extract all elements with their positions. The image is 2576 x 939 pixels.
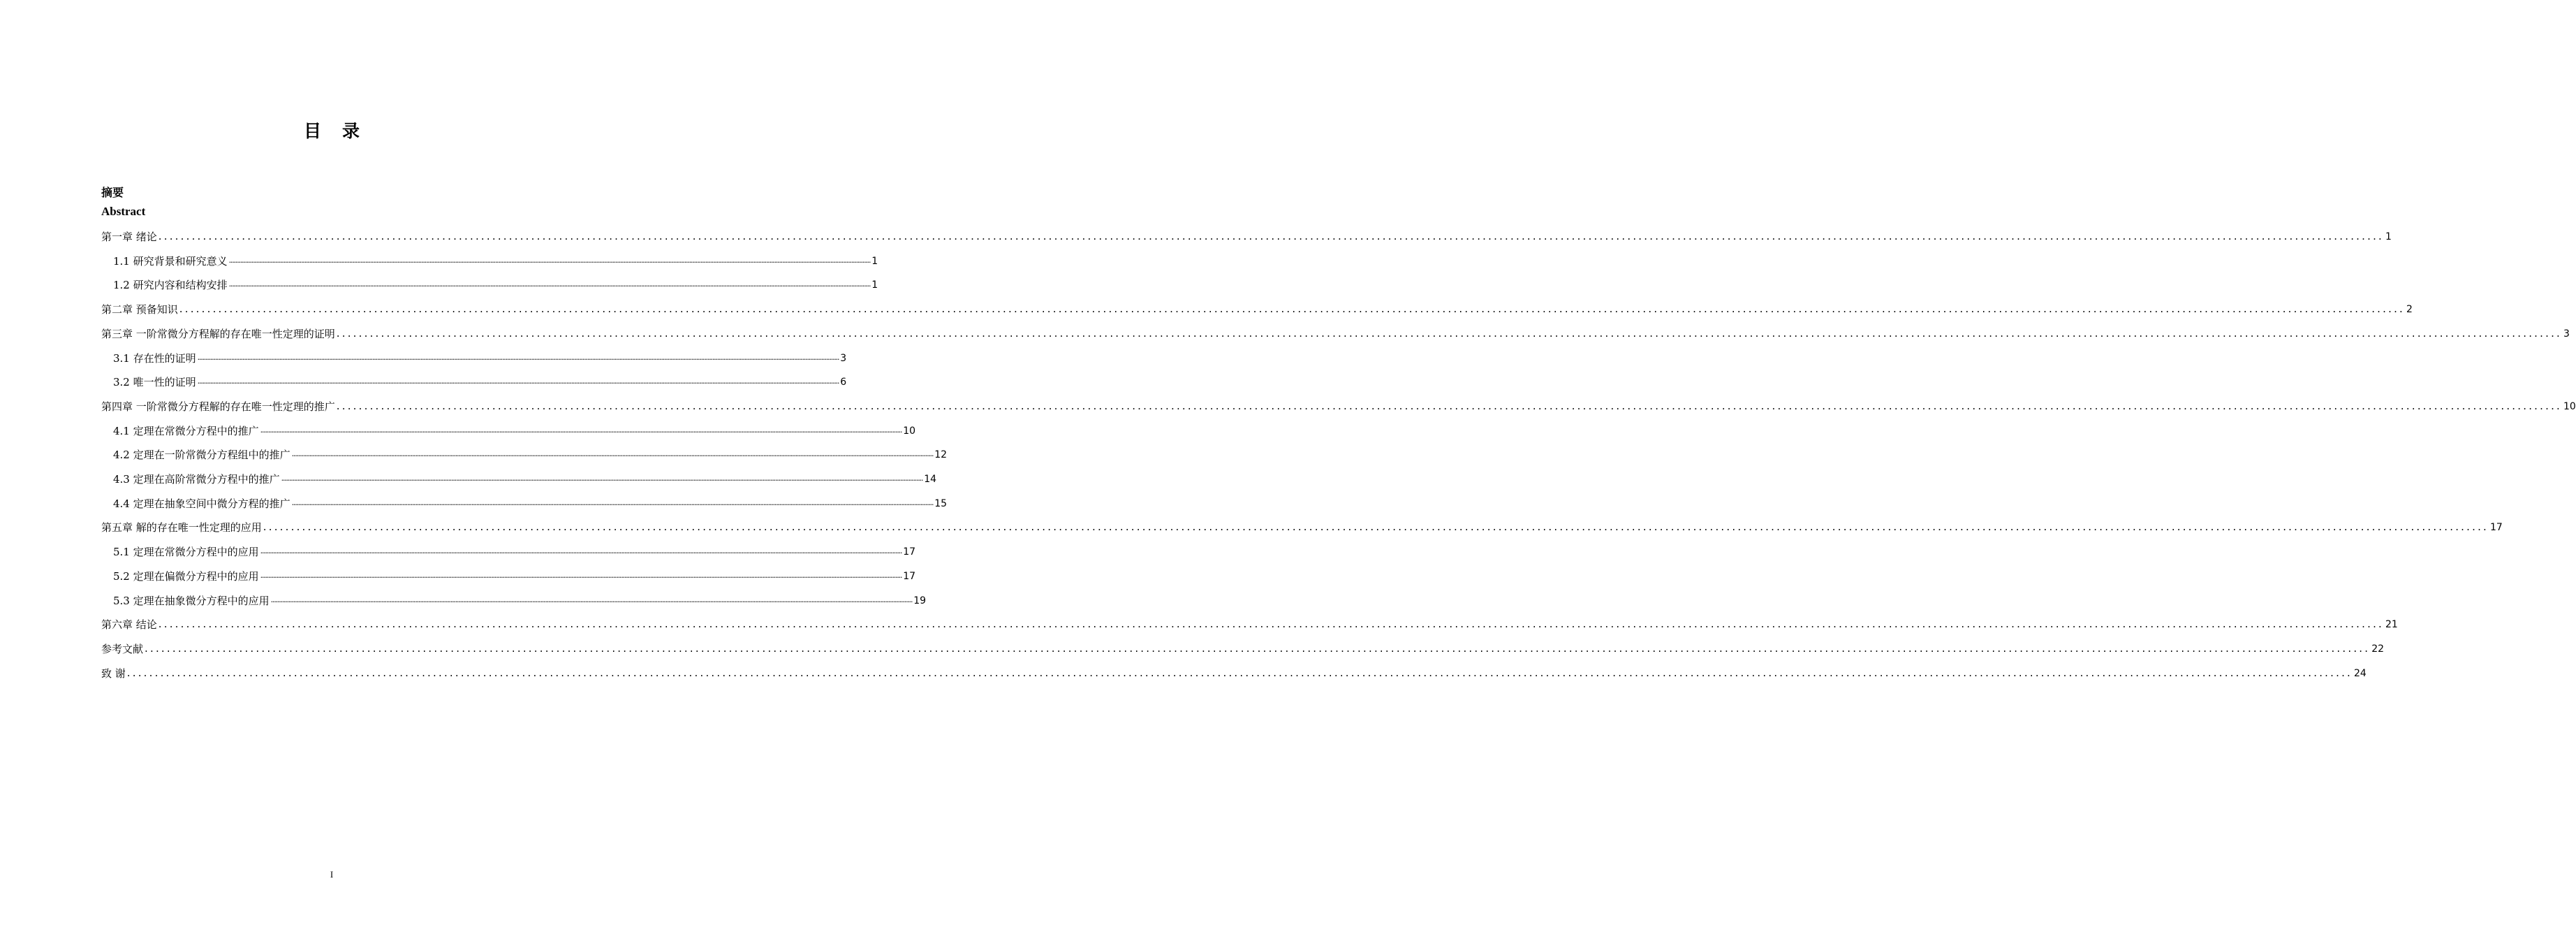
- toc-entry-page: 10: [903, 425, 916, 437]
- toc-entry-page: 19: [913, 595, 927, 606]
- toc-dot-leader: ................................................................................................................................................................................................................................................................................................................................................................................................................: [145, 641, 2371, 655]
- toc-section-entry[interactable]: [113, 447, 948, 463]
- toc-dot-leader: ................................................................................................................................................................................................................................................................................................................................................................................................................: [197, 377, 839, 386]
- toc-dot-leader: ................................................................................................................................................................................................................................................................................................................................................................................................................: [260, 546, 902, 556]
- toc-dot-leader: ................................................................................................................................................................................................................................................................................................................................................................................................................: [228, 255, 871, 265]
- toc-entry-page: 24: [2354, 667, 2367, 679]
- toc-entry-page: 6: [840, 377, 847, 388]
- toc-entry-page: 15: [934, 497, 948, 509]
- toc-entry-label: 参考文献: [101, 642, 144, 655]
- toc-dot-leader: ................................................................................................................................................................................................................................................................................................................................................................................................................: [336, 399, 2563, 412]
- toc-dot-leader: ................................................................................................................................................................................................................................................................................................................................................................................................................: [270, 595, 913, 604]
- toc-entry-label: 4.2 定理在一阶常微分方程组中的推广: [113, 449, 290, 462]
- page-number: I: [330, 869, 334, 880]
- toc-section-entry[interactable]: [113, 496, 948, 511]
- toc-entry-page: 2: [2406, 304, 2413, 316]
- toc-entry-page: 1: [2385, 231, 2392, 242]
- toc-dot-leader: ................................................................................................................................................................................................................................................................................................................................................................................................................: [260, 570, 902, 580]
- toc-section-entry[interactable]: [113, 277, 878, 293]
- toc-entry-page: 12: [934, 449, 948, 461]
- toc-dot-leader: ................................................................................................................................................................................................................................................................................................................................................................................................................: [291, 497, 934, 507]
- toc-section-entry[interactable]: [113, 423, 916, 439]
- toc-entry-page: 17: [2490, 522, 2503, 534]
- toc-entry-label: 5.2 定理在偏微分方程中的应用: [113, 569, 259, 583]
- toc-entry-label: 第三章 一阶常微分方程解的存在唯一性定理的证明: [101, 327, 335, 340]
- toc-dot-leader: ................................................................................................................................................................................................................................................................................................................................................................................................................: [336, 326, 2563, 340]
- toc-entry-page: 1: [871, 279, 878, 291]
- toc-entry-page: 21: [2385, 619, 2398, 631]
- toc-dot-leader: ................................................................................................................................................................................................................................................................................................................................................................................................................: [281, 474, 923, 483]
- toc-entry-label: 3.2 唯一性的证明: [113, 376, 196, 389]
- toc-dot-leader: ................................................................................................................................................................................................................................................................................................................................................................................................................: [228, 279, 871, 289]
- page-title-right: 录: [342, 121, 360, 141]
- toc-entry-page: 3: [840, 352, 847, 364]
- toc-entry-page: 22: [2371, 643, 2385, 655]
- toc-chapter-entry[interactable]: [101, 399, 2576, 414]
- toc-entry-label: 3.1 存在性的证明: [113, 351, 196, 365]
- toc-entry-label: 1.2 研究内容和结构安排: [113, 279, 228, 292]
- toc-entry-label: 1.1 研究背景和研究意义: [113, 254, 228, 268]
- toc-abstract-cn[interactable]: 摘要: [101, 186, 124, 199]
- toc-entry-page: 17: [903, 570, 916, 582]
- toc-chapter-entry[interactable]: [101, 229, 2392, 245]
- toc-entry-page: 1: [871, 255, 878, 267]
- toc-entry-label: 4.4 定理在抽象空间中微分方程的推广: [113, 497, 290, 510]
- toc-dot-leader: ................................................................................................................................................................................................................................................................................................................................................................................................................: [291, 449, 934, 459]
- toc-entry-label: 第四章 一阶常微分方程解的存在唯一性定理的推广: [101, 400, 335, 413]
- toc-chapter-entry[interactable]: [101, 520, 2503, 535]
- toc-entry-label: 4.1 定理在常微分方程中的推广: [113, 424, 259, 437]
- page-title-left: 目: [303, 121, 321, 141]
- toc-chapter-entry[interactable]: [101, 326, 2570, 342]
- toc-entry-page: 14: [924, 474, 937, 485]
- toc-entry-label: 4.3 定理在高阶常微分方程中的推广: [113, 473, 280, 486]
- toc-dot-leader: ................................................................................................................................................................................................................................................................................................................................................................................................................: [263, 521, 2489, 534]
- toc-chapter-entry[interactable]: [101, 617, 2398, 632]
- toc-entry-label: 5.1 定理在常微分方程中的应用: [113, 546, 259, 559]
- page-title: [0, 117, 663, 143]
- toc-entry-label: 5.3 定理在抽象微分方程中的应用: [113, 594, 270, 607]
- toc-dot-leader: ................................................................................................................................................................................................................................................................................................................................................................................................................: [260, 425, 902, 435]
- toc-section-entry[interactable]: [113, 374, 847, 390]
- toc-abstract-en[interactable]: Abstract: [101, 205, 146, 218]
- toc-section-entry[interactable]: [113, 254, 878, 269]
- toc-section-entry[interactable]: [113, 544, 916, 560]
- toc-entry-label: 第六章 结论: [101, 618, 157, 632]
- toc-section-entry[interactable]: [113, 351, 847, 366]
- toc-section-entry[interactable]: [113, 569, 916, 584]
- toc-entry-label: 第一章 绪论: [101, 231, 157, 243]
- toc-entry-page: 10: [2563, 400, 2576, 412]
- toc-chapter-entry[interactable]: [101, 666, 2367, 681]
- toc-dot-leader: ................................................................................................................................................................................................................................................................................................................................................................................................................: [158, 618, 2385, 631]
- toc-section-entry[interactable]: [113, 472, 937, 487]
- toc-dot-leader: ................................................................................................................................................................................................................................................................................................................................................................................................................: [158, 230, 2385, 242]
- toc-dot-leader: ................................................................................................................................................................................................................................................................................................................................................................................................................: [126, 666, 2353, 679]
- toc-entry-label: 第五章 解的存在唯一性定理的应用: [101, 521, 262, 534]
- toc-chapter-entry[interactable]: [101, 641, 2385, 657]
- toc-entry-label: 致 谢: [101, 667, 126, 680]
- toc-dot-leader: ................................................................................................................................................................................................................................................................................................................................................................................................................: [197, 352, 839, 362]
- toc-entry-label: 第二章 预备知识: [101, 303, 178, 316]
- toc-chapter-entry[interactable]: [101, 302, 2413, 317]
- toc-dot-leader: ................................................................................................................................................................................................................................................................................................................................................................................................................: [179, 303, 2406, 316]
- toc-entry-page: 3: [2563, 328, 2570, 340]
- toc-entry-page: 17: [903, 546, 916, 558]
- toc-section-entry[interactable]: [113, 593, 927, 609]
